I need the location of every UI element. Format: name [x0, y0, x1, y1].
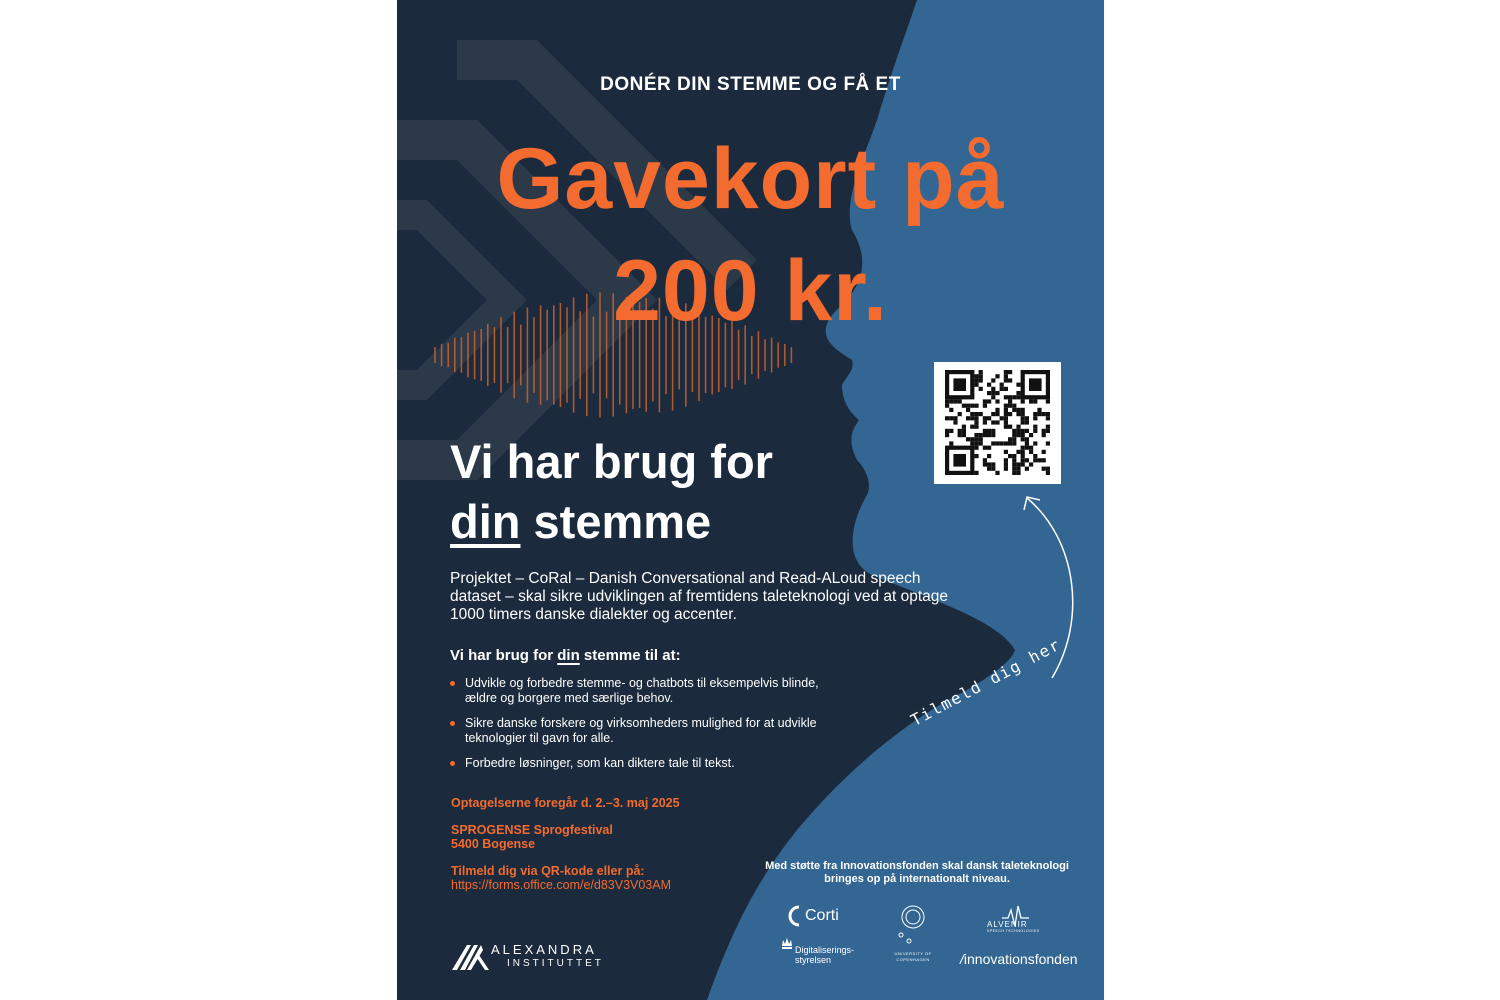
qr-module — [987, 383, 991, 387]
qr-module — [995, 471, 999, 475]
needs-list-item — [450, 676, 830, 706]
qr-module — [953, 454, 966, 467]
qr-module — [1042, 450, 1046, 454]
qr-module — [1004, 450, 1008, 454]
qr-module — [974, 378, 978, 382]
qr-module — [1016, 408, 1020, 412]
qr-module — [1021, 416, 1025, 420]
qr-module — [1033, 454, 1037, 458]
qr-module — [974, 416, 978, 420]
qr-module — [958, 429, 962, 433]
qr-module — [1016, 383, 1020, 387]
qr-module — [1021, 458, 1025, 462]
qr-module — [995, 441, 999, 445]
qr-module — [1004, 420, 1008, 424]
qr-module — [1016, 395, 1020, 399]
qr-module — [979, 387, 983, 391]
ucph-logo: UNIVERSITY OF COPENHAGEN — [894, 951, 932, 962]
qr-module — [983, 446, 987, 450]
qr-module — [1012, 471, 1016, 475]
qr-module — [970, 425, 974, 429]
qr-module — [945, 404, 949, 408]
qr-module — [1033, 458, 1037, 462]
alexandra-logo-icon — [452, 945, 489, 970]
kicker-text: DONÉR DIN STEMME OG FÅ ET — [600, 74, 901, 95]
qr-module — [1016, 450, 1020, 454]
qr-module — [945, 399, 949, 403]
qr-module — [995, 408, 999, 412]
headline-line1: Gavekort på — [496, 131, 1005, 227]
bullet-icon — [450, 721, 455, 726]
qr-module — [958, 412, 962, 416]
qr-module — [970, 404, 974, 408]
qr-module — [1033, 425, 1037, 429]
alvenir-logo-sub: SPEECH TECHNOLOGIES — [987, 929, 1040, 933]
qr-module — [991, 391, 995, 395]
qr-module — [987, 429, 991, 433]
qr-module — [1046, 471, 1050, 475]
subheadline-line1: Vi har brug for — [450, 435, 773, 488]
qr-module — [974, 412, 978, 416]
qr-module — [991, 412, 995, 416]
qr-module — [1033, 416, 1037, 420]
qr-module — [987, 399, 991, 403]
qr-module — [953, 378, 966, 391]
qr-module — [1029, 462, 1033, 466]
qr-module — [1016, 429, 1020, 433]
qr-module — [958, 433, 962, 437]
alexandra-logo-name: ALEXANDRA — [491, 942, 597, 957]
qr-module — [991, 420, 995, 424]
qr-module — [974, 446, 978, 450]
qr-module — [1029, 446, 1033, 450]
qr-module — [974, 420, 978, 424]
qr-module — [1025, 446, 1029, 450]
qr-module — [962, 404, 966, 408]
qr-module — [1012, 454, 1016, 458]
qr-module — [970, 416, 974, 420]
qr-module — [1004, 416, 1008, 420]
qr-module — [1025, 467, 1029, 471]
innovationsfonden-logo-text: innovationsfonden — [963, 951, 1078, 967]
qr-module — [991, 429, 995, 433]
qr-module — [991, 467, 995, 471]
qr-module — [945, 433, 949, 437]
qr-module — [1012, 433, 1016, 437]
qr-module — [1046, 399, 1050, 403]
needs-item-text: Sikre danske forskere og virksomheders mulighed for at udvikle teknologier til gavn for alle. — [465, 716, 817, 745]
qr-module — [945, 416, 949, 420]
qr-module — [1046, 467, 1050, 471]
qr-module — [983, 462, 987, 466]
qr-module — [983, 404, 987, 408]
needs-title-pre: Vi har brug for — [450, 647, 558, 664]
qr-module — [991, 387, 995, 391]
qr-module — [1016, 471, 1020, 475]
qr-module — [983, 399, 987, 403]
qr-module — [974, 437, 978, 441]
qr-module — [958, 399, 962, 403]
venue-line1: SPROGENSE Sprogfestival — [451, 823, 613, 837]
innovationsfonden-logo: /innovationsfonden — [960, 951, 1078, 967]
qr-module — [1004, 395, 1008, 399]
qr-module — [1042, 433, 1046, 437]
qr-module — [1012, 408, 1016, 412]
qr-module — [1042, 458, 1046, 462]
qr-module — [1000, 441, 1004, 445]
qr-module — [974, 383, 978, 387]
needs-title-emphasis: din — [557, 647, 580, 664]
qr-module — [966, 437, 970, 441]
qr-module — [1025, 441, 1029, 445]
qr-module — [1008, 404, 1012, 408]
qr-module — [1004, 425, 1008, 429]
qr-module — [966, 408, 970, 412]
qr-module — [987, 416, 991, 420]
qr-module — [1004, 370, 1008, 374]
qr-module — [1037, 412, 1041, 416]
qr-caption: Tilmeld dig her — [907, 634, 1064, 730]
qr-module — [1021, 462, 1025, 466]
qr-module — [1004, 408, 1008, 412]
qr-module — [1016, 467, 1020, 471]
needs-list-item — [450, 756, 830, 771]
qr-module — [1004, 441, 1008, 445]
qr-module — [974, 454, 978, 458]
recording-date: Optagelserne foregår d. 2.–3. maj 2025 — [451, 796, 680, 810]
qr-module — [1008, 437, 1012, 441]
qr-module — [983, 458, 987, 462]
bullet-icon — [450, 761, 455, 766]
qr-module — [1004, 458, 1008, 462]
alvenir-logo: ALVENIR — [987, 920, 1028, 929]
qr-module — [979, 437, 983, 441]
qr-module — [1008, 395, 1012, 399]
qr-module — [983, 429, 987, 433]
qr-module — [979, 412, 983, 416]
qr-module — [991, 441, 995, 445]
qr-module — [1021, 446, 1025, 450]
qr-module — [974, 441, 978, 445]
qr-module — [953, 399, 957, 403]
qr-module — [974, 433, 978, 437]
project-description: Projektet – CoRal – Danish Conversational and Read-ALoud speech dataset – skal sikre udviklingen af fremtidens taleteknologi ved at optage 1000 timers danske dialekter og accenter. — [450, 570, 949, 623]
qr-module — [1046, 416, 1050, 420]
needs-item-text: Udvikle og forbedre stemme- og chatbots til eksempelvis blinde, ældre og borgere med særlige behov. — [465, 676, 819, 705]
qr-module — [1037, 458, 1041, 462]
needs-title-post: stemme til at: — [579, 647, 681, 664]
qr-module — [979, 433, 983, 437]
qr-module — [1029, 433, 1033, 437]
qr-module — [974, 471, 978, 475]
qr-module — [983, 416, 987, 420]
poster — [397, 0, 1104, 1000]
qr-module — [991, 433, 995, 437]
qr-module — [1021, 450, 1025, 454]
qr-module — [1029, 399, 1033, 403]
qr-module — [1004, 404, 1008, 408]
qr-module — [970, 412, 974, 416]
qr-module — [987, 467, 991, 471]
qr-module — [1004, 387, 1008, 391]
qr-module — [966, 416, 970, 420]
qr-module — [1016, 433, 1020, 437]
qr-code-graphic — [934, 362, 1061, 484]
qr-module — [1037, 408, 1041, 412]
qr-module — [987, 462, 991, 466]
qr-module — [1025, 429, 1029, 433]
qr-module — [1008, 378, 1012, 382]
qr-module — [974, 374, 978, 378]
qr-module — [970, 441, 974, 445]
venue-line2: 5400 Bogense — [451, 837, 536, 851]
needs-list-item — [450, 716, 830, 746]
qr-module — [1016, 391, 1020, 395]
needs-item-text: Forbedre løsninger, som kan diktere tale til tekst. — [465, 756, 735, 770]
qr-module — [949, 399, 953, 403]
qr-module — [962, 425, 966, 429]
qr-module — [1008, 425, 1012, 429]
qr-module — [1012, 441, 1016, 445]
qr-module — [995, 374, 999, 378]
qr-module — [1021, 420, 1025, 424]
qr-module — [995, 412, 999, 416]
qr-module — [949, 441, 953, 445]
qr-module — [1042, 412, 1046, 416]
qr-module — [1033, 429, 1037, 433]
qr-module — [1029, 450, 1033, 454]
qr-module — [995, 391, 999, 395]
qr-module — [949, 429, 953, 433]
qr-module — [1021, 454, 1025, 458]
qr-module — [974, 404, 978, 408]
qr-module — [1033, 441, 1037, 445]
qr-module — [1046, 429, 1050, 433]
subheadline-line2 — [450, 495, 712, 548]
qr-module — [1016, 425, 1020, 429]
qr-module — [953, 416, 957, 420]
qr-module — [1046, 425, 1050, 429]
corti-logo: Corti — [805, 907, 839, 924]
needs-list — [450, 676, 830, 781]
qr-module — [995, 399, 999, 403]
qr-module — [979, 378, 983, 382]
qr-module — [1004, 467, 1008, 471]
qr-module — [1012, 462, 1016, 466]
alexandra-logo-sub: INSTITUTTET — [507, 958, 604, 969]
qr-module — [991, 395, 995, 399]
subheadline-rest: stemme — [520, 495, 712, 548]
signup-label: Tilmeld dig via QR-kode eller på: — [451, 864, 645, 878]
qr-module — [949, 408, 953, 412]
qr-module — [1021, 412, 1025, 416]
qr-module — [979, 441, 983, 445]
qr-module — [1004, 374, 1008, 378]
qr-module — [987, 391, 991, 395]
qr-module — [979, 374, 983, 378]
qr-module — [1012, 429, 1016, 433]
qr-module — [1025, 458, 1029, 462]
qr-module — [987, 433, 991, 437]
qr-module — [983, 433, 987, 437]
qr-module — [987, 446, 991, 450]
qr-module — [1025, 416, 1029, 420]
qr-module — [949, 416, 953, 420]
qr-module — [1016, 412, 1020, 416]
needs-title — [450, 647, 681, 664]
qr-module — [1008, 454, 1012, 458]
qr-module — [1033, 412, 1037, 416]
qr-module — [1012, 395, 1016, 399]
bullet-icon — [450, 681, 455, 686]
qr-module — [962, 433, 966, 437]
qr-module — [1004, 378, 1008, 382]
qr-module — [1042, 467, 1046, 471]
qr-module — [970, 437, 974, 441]
support-text: Med støtte fra Innovationsfonden skal dansk taleteknologi bringes op på internationalt niveau. — [765, 860, 1069, 885]
qr-module — [1012, 404, 1016, 408]
qr-module — [1000, 387, 1004, 391]
qr-module — [1042, 429, 1046, 433]
qr-module — [1021, 429, 1025, 433]
qr-module — [1046, 412, 1050, 416]
qr-module — [991, 378, 995, 382]
qr-module — [962, 429, 966, 433]
qr-module — [1021, 433, 1025, 437]
qr-module — [1021, 408, 1025, 412]
qr-module — [995, 420, 999, 424]
qr-module — [1029, 378, 1042, 391]
qr-module — [991, 462, 995, 466]
qr-module — [979, 370, 983, 374]
qr-module — [987, 454, 991, 458]
qr-module — [1016, 462, 1020, 466]
qr-module — [1004, 462, 1008, 466]
signup-link[interactable]: https://forms.office.com/e/d83V3V03AM — [451, 878, 672, 892]
qr-module — [1046, 441, 1050, 445]
headline-line2: 200 kr. — [613, 243, 888, 339]
qr-module — [1000, 383, 1004, 387]
subheadline-emphasis: din — [450, 495, 521, 548]
qr-module — [1021, 399, 1025, 403]
qr-module — [1000, 416, 1004, 420]
qr-module — [945, 429, 949, 433]
qr-module — [1012, 467, 1016, 471]
qr-module — [1012, 458, 1016, 462]
qr-module — [1004, 412, 1008, 416]
qr-module — [1008, 441, 1012, 445]
qr-module — [1008, 399, 1012, 403]
qr-module — [1021, 437, 1025, 441]
qr-module — [974, 425, 978, 429]
qr-module — [1025, 437, 1029, 441]
qr-module — [953, 420, 957, 424]
qr-module — [1008, 370, 1012, 374]
qr-module — [1012, 437, 1016, 441]
digitaliseringsstyrelsen-logo: Digitaliserings- styrelsen — [795, 945, 855, 965]
qr-module — [1008, 412, 1012, 416]
qr-module — [966, 404, 970, 408]
qr-module — [983, 420, 987, 424]
qr-code-icon[interactable] — [934, 362, 1061, 484]
qr-module — [1033, 399, 1037, 403]
qr-module — [1025, 420, 1029, 424]
